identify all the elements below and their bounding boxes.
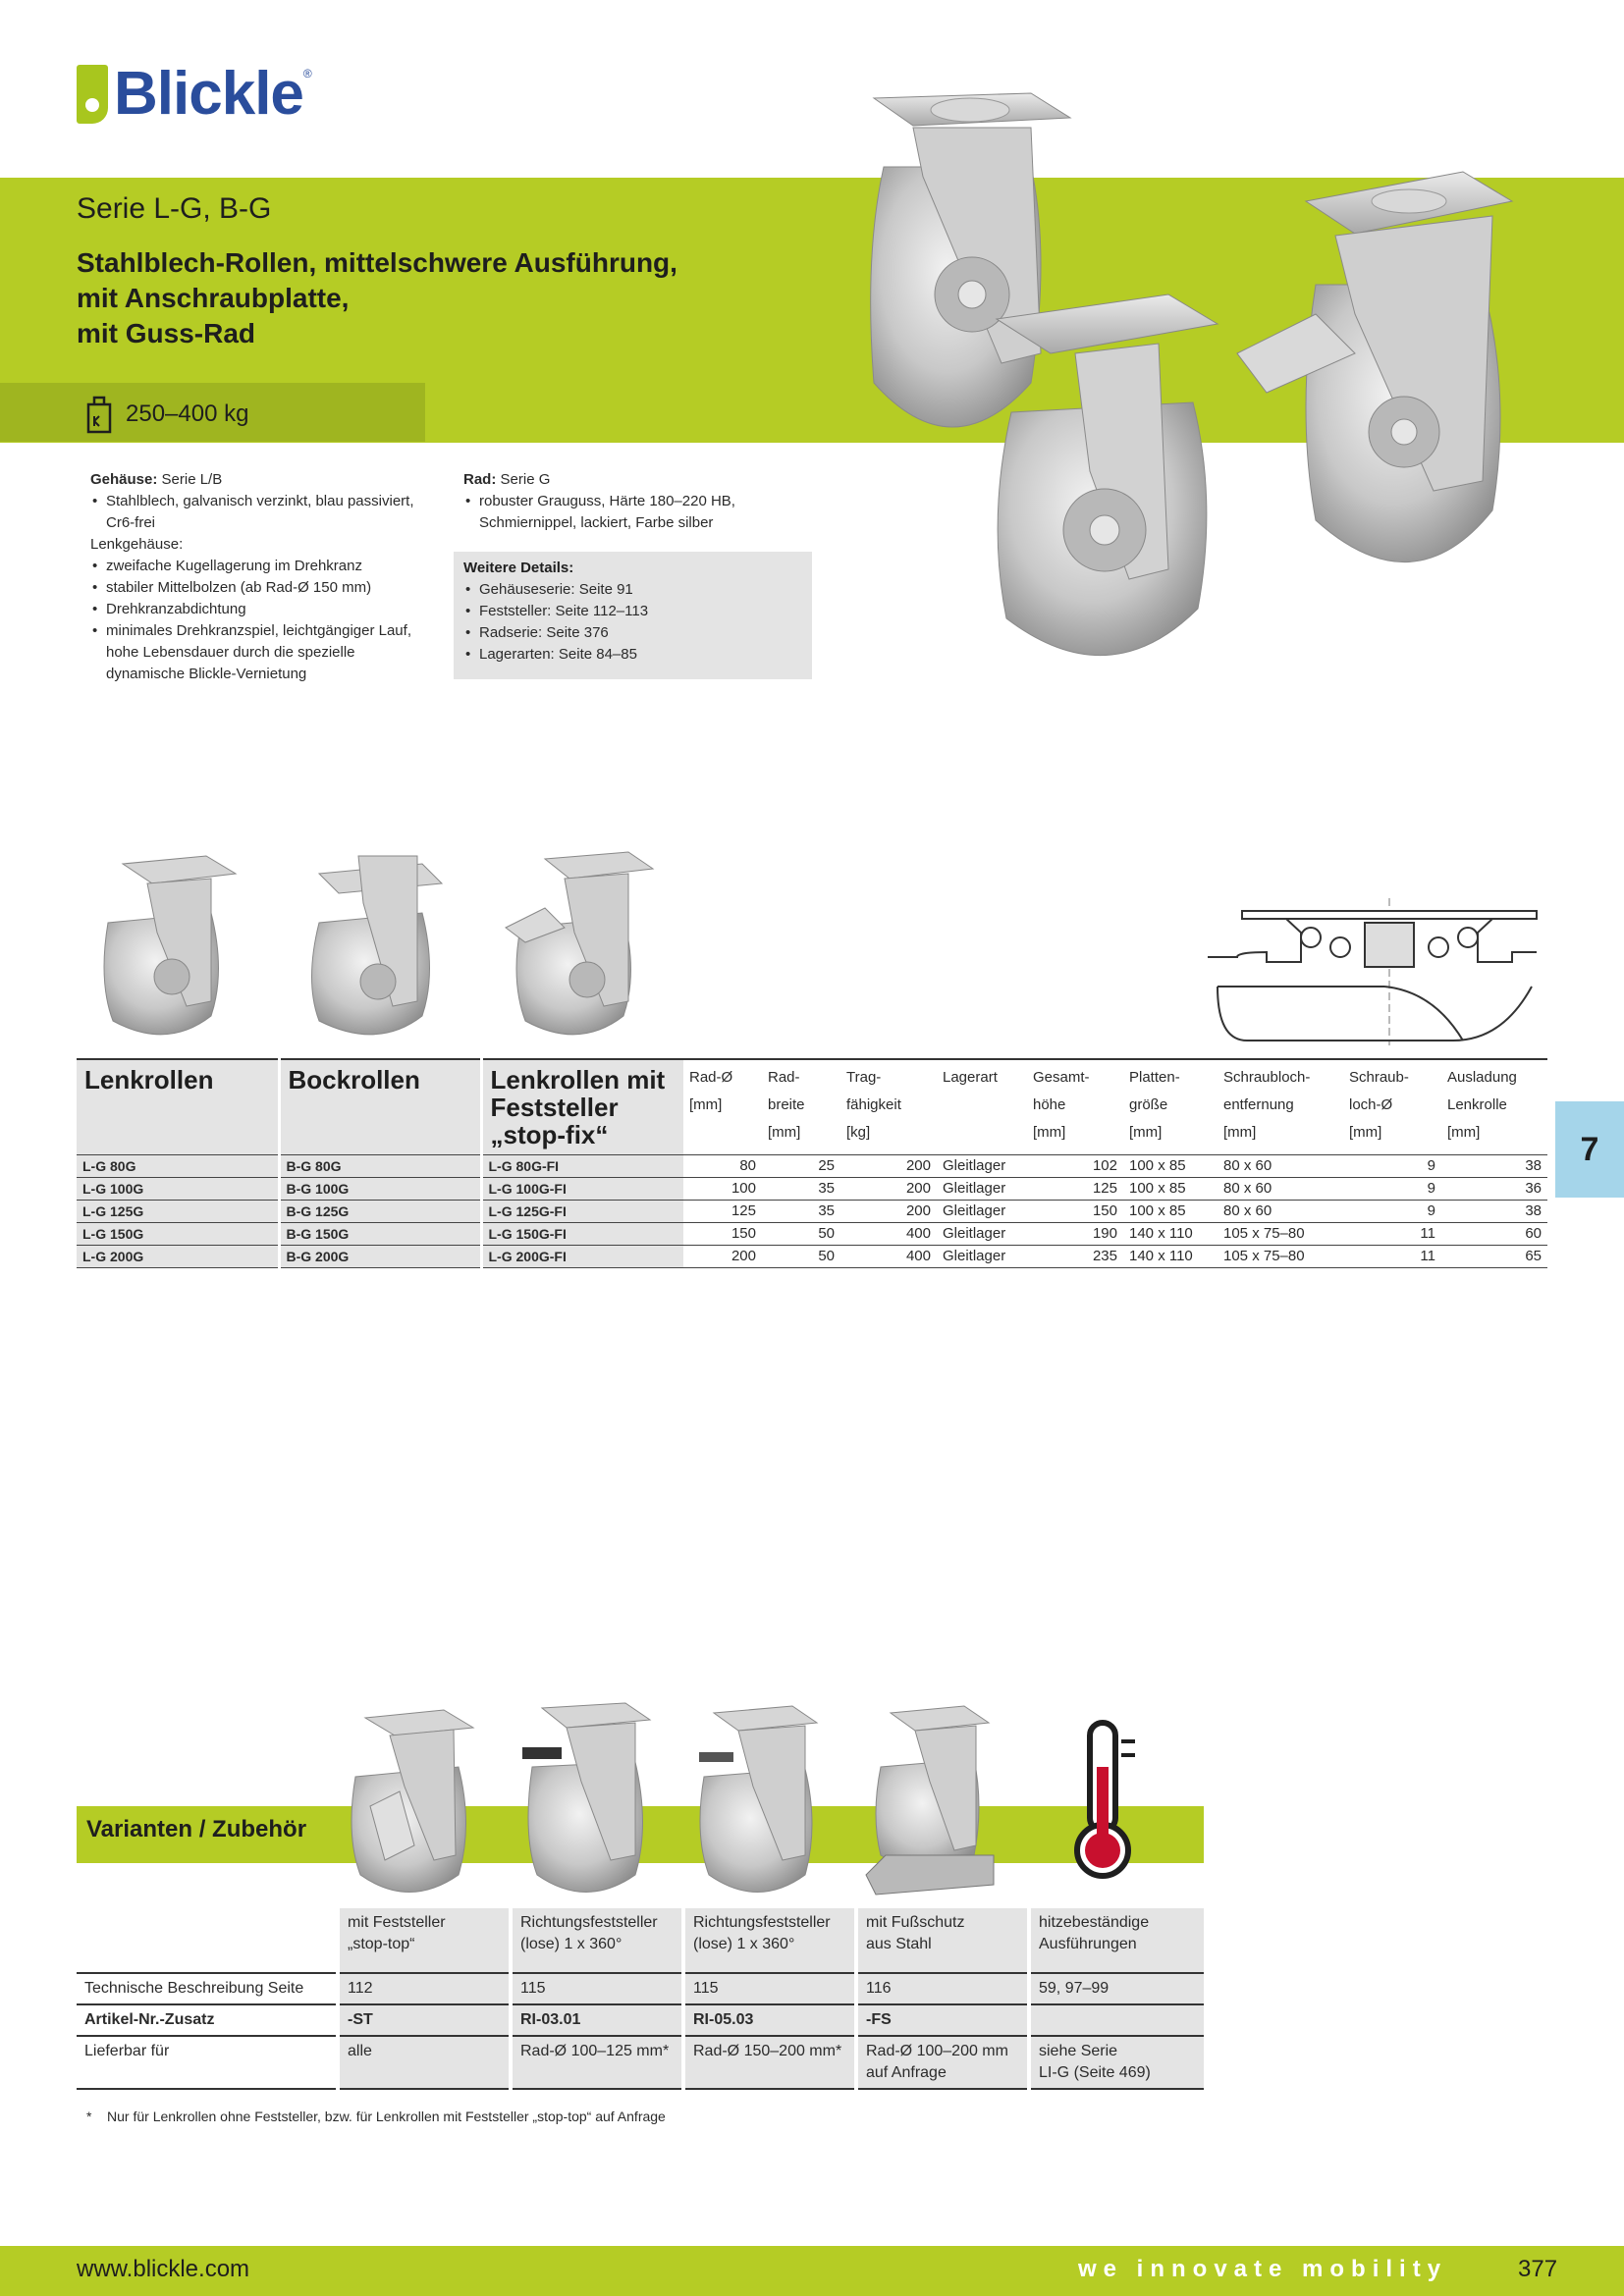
variant-col-stop-top: mit Feststeller „stop-top“	[338, 1908, 511, 1973]
header-bolt-spacing: Schraubloch- entfernung [mm]	[1223, 1069, 1311, 1141]
details-item: • Feststeller: Seite 112–113	[463, 601, 802, 622]
variants-header-row	[77, 1908, 1204, 1973]
variants-row-description: Technische Beschreibung Seite 112 115 115 116 59, 97–99	[77, 1973, 1204, 2004]
variant-col-heat: hitzebeständige Ausführungen	[1029, 1908, 1204, 1973]
header-offset: Ausladung Lenkrolle [mm]	[1447, 1069, 1517, 1141]
further-details-box	[454, 552, 812, 679]
header-capacity: Trag- fähigkeit [kg]	[846, 1069, 901, 1141]
product-table	[77, 1058, 1547, 1268]
variants-table	[77, 1908, 1204, 2090]
details-title: Weitere Details:	[463, 560, 574, 576]
variant-images	[346, 1698, 1210, 1914]
variant-col-ri-05: Richtungsfeststeller (lose) 1 x 360°	[683, 1908, 856, 1973]
variant-stop-top-image	[352, 1710, 473, 1893]
variants-row-availability: Lieferbar für alle Rad-Ø 100–125 mm* Rad-Ø 150–200 mm* Rad-Ø 100–200 mm auf Anfrage siehe Serie LI-G (Seite 469)	[77, 2036, 1204, 2089]
technical-drawing	[1208, 893, 1551, 1050]
variant-ri-05-image	[699, 1706, 817, 1893]
table-row: L-G 80G B-G 80G L-G 80G-FI 80 25 200 Gleitlager 102 100 x 85 80 x 60 9 38	[77, 1155, 1547, 1178]
variant-col-ri-03: Richtungsfeststeller (lose) 1 x 360°	[511, 1908, 683, 1973]
header-wheel-width: Rad- breite [mm]	[768, 1069, 805, 1141]
logo-registered: ®	[302, 67, 312, 80]
header-height: Gesamt- höhe [mm]	[1033, 1069, 1090, 1141]
fixed-caster-image	[295, 844, 452, 1041]
brand-logo	[77, 60, 312, 128]
table-row: L-G 200G B-G 200G L-G 200G-FI 200 50 400 Gleitlager 235 140 x 110 105 x 75–80 11 65	[77, 1246, 1547, 1268]
header-swivel: Lenkrollen	[77, 1059, 279, 1155]
header-brake: Lenkrollen mit Feststeller „stop-fix“	[481, 1059, 683, 1155]
header-bolt-diameter: Schraub- loch-Ø [mm]	[1349, 1069, 1409, 1141]
footer-slogan: we innovate mobility	[1078, 2256, 1448, 2282]
footnote: * Nur für Lenkrollen ohne Feststeller, bzw. für Lenkrollen mit Feststeller „stop-top“ auf Anfrage	[86, 2109, 666, 2124]
variant-ri-03-image	[522, 1703, 650, 1893]
details-item: • Gehäuseserie: Seite 91	[463, 579, 802, 601]
swivel-brake-caster-image	[501, 844, 658, 1041]
logo-mark-icon	[77, 65, 108, 124]
header-fixed: Bockrollen	[279, 1059, 481, 1155]
thermometer-icon	[1077, 1723, 1135, 1876]
variants-title: Varianten / Zubehör	[86, 1816, 307, 1842]
details-item: • Radserie: Seite 376	[463, 622, 802, 644]
load-value: 250–400 kg	[126, 400, 249, 427]
wheel-description: Rad: Serie G • robuster Grauguss, Härte 180–220 HB, Schmiernippel, lackiert, Farbe silber	[463, 469, 817, 534]
variant-fs-image	[866, 1706, 994, 1895]
load-capacity	[86, 395, 248, 434]
page-number: 377	[1518, 2256, 1558, 2282]
caster-thumbnails	[88, 844, 658, 1041]
table-row: L-G 150G B-G 150G L-G 150G-FI 150 50 400 Gleitlager 190 140 x 110 105 x 75–80 11 60	[77, 1223, 1547, 1246]
variants-row-article: Artikel-Nr.-Zusatz -ST RI-03.01 RI-05.03 -FS	[77, 2004, 1204, 2036]
product-subtitle: Stahlblech-Rollen, mittelschwere Ausführung, mit Anschraubplatte, mit Guss-Rad	[77, 247, 677, 348]
table-row: L-G 100G B-G 100G L-G 100G-FI 100 35 200 Gleitlager 125 100 x 85 80 x 60 9 36	[77, 1178, 1547, 1201]
footer-url[interactable]: www.blickle.com	[77, 2256, 250, 2282]
variant-col-fs: mit Fußschutz aus Stahl	[856, 1908, 1029, 1973]
logo-text: Blickle	[114, 60, 303, 128]
swivel-caster-image	[88, 844, 245, 1041]
series-title: Serie L-G, B-G	[77, 192, 272, 225]
table-header-row	[77, 1059, 1547, 1155]
header-plate: Platten- größe [mm]	[1129, 1069, 1180, 1141]
details-item: • Lagerarten: Seite 84–85	[463, 644, 802, 666]
weight-icon	[86, 395, 112, 434]
table-row: L-G 125G B-G 125G L-G 125G-FI 125 35 200 Gleitlager 150 100 x 85 80 x 60 9 38	[77, 1201, 1547, 1223]
header-wheel-diameter: Rad-Ø [mm]	[689, 1069, 733, 1113]
header-bearing: Lagerart	[943, 1069, 998, 1086]
hero-casters-image	[805, 59, 1571, 667]
housing-description: Gehäuse: Serie L/B • Stahlblech, galvanisch verzinkt, blau passiviert, Cr6-frei Lenkgehäuse: • zweifache Kugellagerung im Drehkranz • stabiler Mittelbolzen (ab Rad-Ø 150 mm) • Drehkranzabdichtung • minimales Drehkranzspiel, leichtgängiger Lauf, hohe Lebensdauer durch die spezielle dynamische Blickle-Vernietung	[90, 469, 444, 685]
chapter-tab: 7	[1555, 1101, 1624, 1198]
